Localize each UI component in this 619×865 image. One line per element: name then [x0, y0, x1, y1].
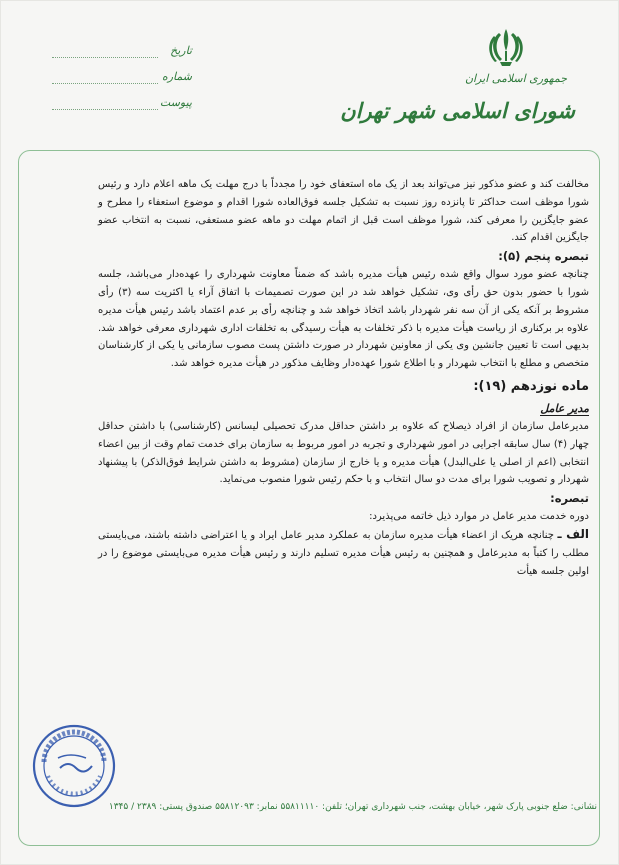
attachment-line — [52, 109, 158, 110]
clause-alef — [98, 526, 589, 580]
number-field — [52, 70, 192, 88]
date-label: تاریخ — [170, 44, 192, 57]
note-heading: تبصره: — [550, 491, 589, 506]
note5-heading: تبصره پنجم (۵): — [498, 249, 589, 264]
attachment-label: پیوست — [159, 96, 192, 109]
date-line — [52, 57, 158, 58]
iran-emblem-icon — [486, 25, 526, 69]
number-line — [52, 83, 158, 84]
footer-address: نشانی: ضلع جنوبی پارک شهر، خیابان بهشت، جنب شهرداری تهران؛ تلفن: ۵۵۸۱۱۱۱۰ نمابر: ۵۵۸۱۲۰۹۳ صندوق پستی: ۲۳۸۹ / ۱۳۴۵ — [108, 802, 597, 812]
article19-heading: ماده نوزدهم (۱۹): — [473, 378, 589, 394]
attachment-field — [52, 96, 192, 114]
paragraph-resignation: مخالفت کند و عضو مذکور نیز می‌تواند بعد از یک ماه استعفای خود را مجدداً با درج مهلت یک ماهه اعلام دارد و رئیس شورا موظف است حداکثر تا پانزده روز نسبت به تشکیل جلسه فوق‌العاده شورا اقدام و موضوع استعفاء را مطرح و عضو جایگزین را معرفی کند، شورا موظف است قبل از اتمام مهلت دو ماهه عضو مستعفی، نسبت به انتخاب عضو جایگزین اقدام کند. — [98, 179, 589, 244]
clause-alef-key: الف ـ — [557, 526, 589, 541]
document-body — [98, 176, 589, 580]
ceo-heading-text: مدیر عامل — [540, 401, 589, 415]
council-title: شورای اسلامی شهر تهران — [340, 98, 575, 123]
republic-title: جمهوری اسلامی ایران — [464, 72, 567, 85]
ceo-heading — [98, 399, 589, 418]
clause-alef-text: چنانچه هریک از اعضاء هیأت مدیره سازمان به عملکرد مدیر عامل ایراد و یا اعتراضی داشته باشند، می‌بایستی مطلب را کتباً به مدیرعامل و همچنین به رئیس هیأت مدیره تسلیم دارند و رئیس هیأت مدیره می‌بایستی موضوع را در اولین جلسه هیأت — [98, 529, 589, 577]
note-intro: دوره خدمت مدیر عامل در موارد ذیل خاتمه می‌پذیرد: — [369, 511, 589, 523]
note5-text: چنانچه عضو مورد سوال واقع شده رئیس هیأت مدیره باشد که ضمناً معاونت شهرداری را عهده‌دار می‌باشد، جلسه شورا با حضور بدون حق رأی وی، تشکیل خواهد شد در این صورت تصمیمات با اتفاق آراء یا اکثریت سه (۳) رأی مشروط بر آنکه یکی از آن سه نفر شهردار باشد اتخاذ خواهد شد و چنانچه رأی بر عدم اعتماد باشد رئیس هیأت مدیره علاوه بر برکناری از ریاست هیأت مدیره با ذکر تخلفات به هیأت رسیدگی به تخلفات اداری شهرداری معرفی خواهد شد. بدیهی است تا تعیین جانشین وی یکی از معاونین شهردار در صورت داشتن پست مصوب سازمانی یا یکی از کارشناسان متخصص و مطلع با انتخاب شهردار و با اطلاع شورا عهده‌دار وظایف مذکور در هیأت مدیره خواهد شد. — [98, 269, 590, 370]
council-stamp-icon — [30, 722, 118, 810]
number-label: شماره — [161, 70, 192, 83]
date-field — [52, 44, 192, 62]
ceo-text: مدیرعامل سازمان از افراد ذیصلاح که علاوه بر داشتن حداقل مدرک تحصیلی لیسانس (کارشناسی) با داشتن حداقل چهار (۴) سال سابقه اجرایی در امور شهرداری و تجربه در امور مربوط به سازمان برای خدمت تمام وقت از بین اعضاء انتخابی (اعم از اصلی یا علی‌البدل) هیأت مدیره و یا خارج از سازمان (مشروط به داشتن شرایط فوق‌الذکر) با پیشنهاد شهردار و تصویب شورا برای مدت دو سال انتخاب و با حکم رئیس شورا منصوب می‌نماید. — [98, 420, 590, 486]
